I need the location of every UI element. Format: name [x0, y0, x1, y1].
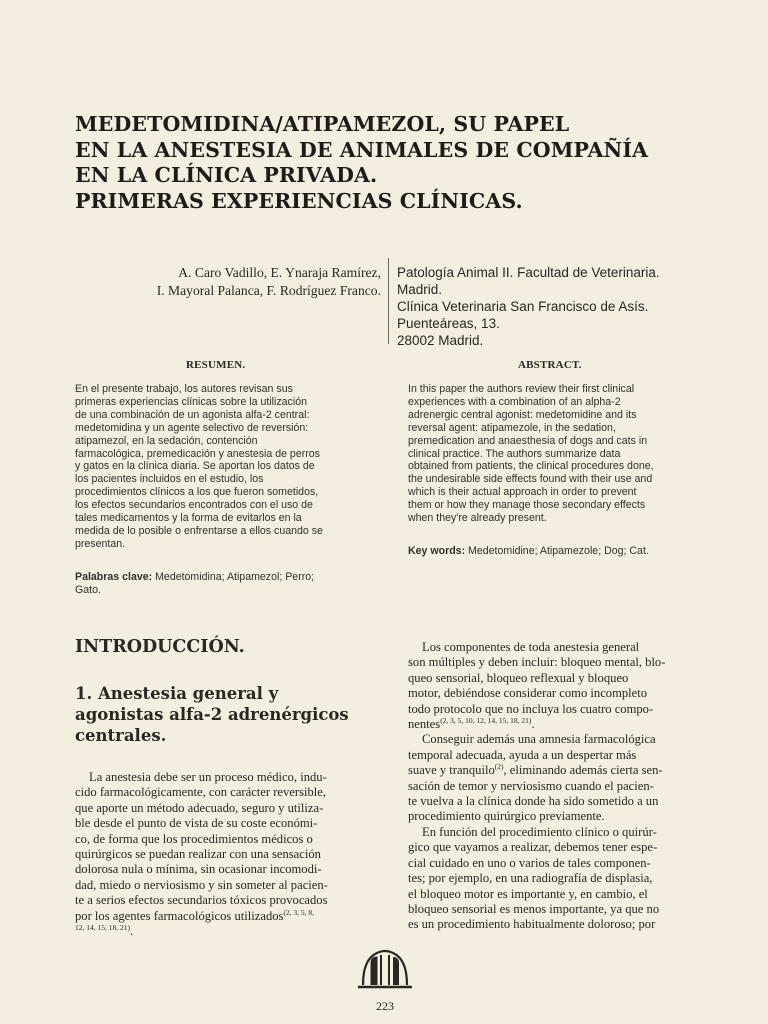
section-heading-line: 1. Anestesia general y: [75, 684, 279, 703]
body-line: te a serios efectos secundarios tóxicos provocados: [75, 893, 328, 908]
affiliation-line: Patología Animal II. Facultad de Veterinaria.: [397, 265, 660, 280]
authors-line: A. Caro Vadillo, E. Ynaraja Ramírez,: [178, 265, 381, 280]
body-line: , eliminando además cierta sen-: [503, 763, 663, 778]
resumen-line: atipamezol, en la sedación, contención: [75, 434, 258, 447]
body-line: La anestesia debe ser un proceso médico, indu-: [89, 770, 327, 784]
body-line: ble desde el punto de vista de su coste económi-: [75, 816, 318, 831]
resumen-line: procedimientos clínicos a los que fueron sometidos,: [75, 486, 319, 499]
body-line: dad, miedo o nerviosismo y sin someter al pacien-: [75, 877, 328, 892]
section-heading-line: agonistas alfa-2 adrenérgicos: [75, 705, 349, 724]
body-line: tes; por ejemplo, en una radiografía de displasia,: [408, 871, 653, 886]
body-line: por los agentes farmacológicos utilizados: [75, 908, 284, 923]
affiliation: [397, 264, 737, 349]
body-line: En función del procedimiento clínico o quirúr-: [422, 824, 657, 839]
abstract-line: clinical practice. The authors summarize data: [408, 447, 621, 460]
affiliation-line: 28002 Madrid.: [397, 333, 484, 348]
body-line: cial cuidado en uno o varios de tales componen-: [408, 855, 651, 870]
resumen-line: los pacientes incluidos en el estudio, los: [75, 473, 264, 486]
abstract-text: [408, 383, 654, 525]
affiliation-line: Puenteáreas, 13.: [397, 316, 500, 331]
abstract-line: obtained from patients, the clinical procedures done,: [408, 460, 654, 473]
authors-line: I. Mayoral Palanca, F. Rodríguez Franco.: [156, 283, 381, 298]
body-line: te vuelva a la clínica donde ha sido sometido a un: [408, 794, 659, 809]
abstract-line: reversal agent: atipamezole, in the sedation,: [408, 421, 616, 434]
resumen-line: de una combinación de un agonista alfa-2 central:: [75, 408, 310, 421]
resumen-heading: RESUMEN.: [186, 359, 246, 371]
title-line: EN LA ANESTESIA DE ANIMALES DE COMPAÑÍA: [75, 137, 649, 162]
citation: 12, 14, 15, 18, 21): [75, 922, 130, 932]
body-line: es un procedimiento habitualmente doloroso; por: [408, 917, 656, 932]
punctuation: .: [531, 717, 535, 732]
keywords-text: Medetomidine; Atipamezole; Dog; Cat.: [465, 545, 649, 557]
resumen-line: medetomidina y un agente selectivo de reversión:: [75, 421, 309, 434]
introduction-heading: INTRODUCCIÓN.: [75, 637, 245, 657]
resumen-line: En el presente trabajo, los autores revisan sus: [75, 383, 293, 395]
resumen-text: [75, 383, 323, 551]
punctuation: .: [130, 924, 134, 939]
authors: [88, 264, 381, 300]
body-line: temporal adecuada, ayuda a un despertar más: [408, 747, 637, 762]
abstract-line: which is their actual approach in order to prevent: [408, 486, 637, 499]
left-body-text: [75, 770, 328, 939]
body-line: gico que vayamos a realizar, debemos tener espe-: [408, 840, 658, 855]
page-number: 223: [376, 999, 394, 1013]
abstract-line: In this paper the authors review their first clinical: [408, 383, 635, 395]
keywords-label: Key words:: [408, 545, 466, 557]
body-line: procedimiento quirúrgico previamente.: [408, 809, 605, 824]
abstract-line: the undesirable side effects found with their use and: [408, 473, 653, 486]
abstract-keywords: [408, 545, 649, 558]
citation: (2): [494, 762, 504, 772]
citation: (2, 3, 5, 10, 12, 14, 15, 18, 21): [440, 715, 532, 725]
keywords-label: Palabras clave:: [75, 571, 153, 583]
abstract-line: them or how they manage those secondary effects: [408, 499, 646, 512]
resumen-line: presentan.: [75, 537, 126, 550]
title-line: MEDETOMIDINA/ATIPAMEZOL, SU PAPEL: [75, 112, 570, 136]
body-line: el bloqueo motor es importante y, en cambio, el: [408, 886, 648, 901]
resumen-line: primeras experiencias clínicas sobre la utilización: [75, 395, 307, 408]
body-line: sación de temor y nerviosismo cuando el pacien-: [408, 778, 654, 793]
resumen-line: medida de lo posible o enfrentarse a ellos cuando se: [75, 524, 323, 537]
citation: (2, 3, 5, 8,: [283, 907, 315, 917]
body-line: queo sensorial, bloqueo reflexual y bloqueo: [408, 670, 629, 685]
body-line: dolorosa nula o mínima, sin ocasionar incomodi-: [75, 862, 322, 877]
title-line: EN LA CLÍNICA PRIVADA.: [75, 163, 378, 187]
abstract-heading: ABSTRACT.: [518, 359, 582, 371]
journal-logo-icon: [357, 945, 413, 991]
body-line: todo protocolo que no incluya los cuatro compo-: [408, 701, 654, 716]
resumen-keywords: [75, 571, 314, 597]
affiliation-line: Madrid.: [397, 282, 443, 297]
resumen-line: y gatos en la clínica diaria. Se aportan los datos de: [75, 460, 315, 473]
body-line: Los componentes de toda anestesia general: [422, 640, 640, 654]
body-line: cido farmacológicamente, con carácter reversible,: [75, 785, 327, 800]
abstract-line: premedication and anaesthesia of dogs and cats in: [408, 434, 648, 447]
body-line: quirúrgicos se puedan realizar con una sensación: [75, 847, 321, 862]
body-line: co, de forma que los procedimientos médicos o: [75, 831, 313, 846]
body-line: que aporte un método adecuado, seguro y utiliza-: [75, 800, 324, 815]
author-divider: [388, 258, 389, 344]
resumen-line: farmacológica, premedicación y anestesia de perros: [75, 447, 320, 460]
affiliation-line: Clínica Veterinaria San Francisco de Asís.: [397, 299, 649, 314]
resumen-line: tales medicamentos y la forma de evitarlos en la: [75, 512, 302, 525]
right-body-text: [408, 640, 665, 933]
body-line: bloqueo sensorial es menos importante, ya que no: [408, 901, 660, 916]
keywords-text: Gato.: [75, 583, 101, 596]
abstract-line: when they're already present.: [408, 512, 547, 525]
body-line: Conseguir además una amnesia farmacológica: [422, 732, 656, 747]
resumen-line: los efectos secundarios encontrados con el uso de: [75, 499, 313, 512]
abstract-line: adrenergic central agonist: medetomidine and its: [408, 408, 637, 421]
abstract-line: experiences with a combination of an alpha-2: [408, 395, 621, 408]
body-line: son múltiples y deben incluir: bloqueo mental, blo-: [408, 655, 666, 670]
section-heading-line: centrales.: [75, 726, 167, 745]
section-1-heading: [75, 683, 395, 746]
body-line: motor, debiéndose considerar como incompleto: [408, 686, 648, 701]
body-line: suave y tranquilo: [408, 763, 495, 778]
article-title: [75, 112, 715, 214]
body-line: nentes: [408, 717, 441, 732]
title-line: PRIMERAS EXPERIENCIAS CLÍNICAS.: [75, 188, 523, 213]
keywords-text: Medetomidina; Atipamezol; Perro;: [152, 571, 315, 583]
